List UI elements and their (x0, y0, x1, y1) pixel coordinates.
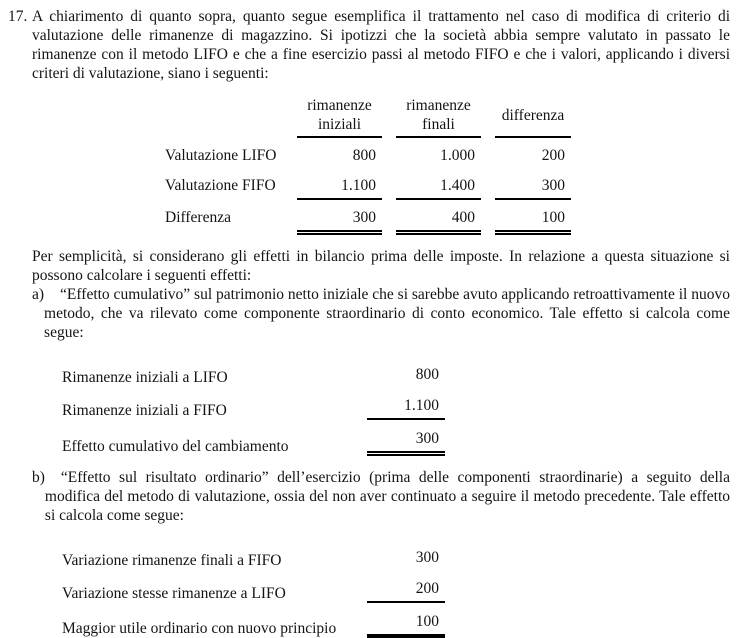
item-17 (8, 7, 730, 83)
table-cell: 800 (352, 147, 376, 164)
comparison-table-header-empty (165, 96, 283, 138)
table-cell: 300 (297, 200, 382, 235)
table-row (62, 356, 445, 387)
item-a (32, 285, 730, 342)
item-b (32, 468, 730, 525)
table-cell: 1.400 (396, 168, 481, 200)
table-row (62, 603, 445, 638)
item-17-text: A chiarimento di quanto sopra, quanto segue esemplifica il trattamento nel caso di modifica di criterio di valutazione delle rimanenze di magazzino. Si ipotizzi che la società abbia sempre valutato in passato le rimanenze con il metodo LIFO e che a fine esercizio passi al metodo FIFO e che i valori, applicando i diversi criteri di valutazione, siano i seguenti: (32, 8, 730, 82)
table-cell: 1.100 (367, 387, 445, 420)
table-cell: 100 (495, 200, 571, 235)
ordinary-result-table (62, 539, 445, 638)
table-row-label: Variazione stesse rimanenze a LIFO (62, 585, 286, 602)
item-b-text: “Effetto sul risultato ordinario” dell’esercizio (prima delle componenti straordinarie) a seguito della modifica del metodo di valutazione, ossia del non aver continuato a seguire il metodo precedente. Tale effetto si calcola come segue: (44, 469, 730, 524)
comparison-table-header-rimanenze-finali: rimanenze finali (396, 96, 481, 138)
table-row (62, 420, 445, 456)
table-cell: 100 (367, 603, 445, 638)
comparison-table-header-differenza: differenza (495, 96, 571, 138)
comparison-table-header-rimanenze-iniziali: rimanenze iniziali (297, 96, 382, 138)
item-b-marker: b) (32, 469, 45, 486)
cumulative-effect-table (62, 356, 445, 456)
table-cell: 1.000 (440, 147, 475, 164)
item-17-number: 17. (8, 8, 28, 25)
table-row-label: Rimanenze iniziali a FIFO (62, 402, 227, 419)
table-cell: 200 (367, 570, 445, 603)
table-cell: 300 (495, 168, 571, 200)
table-row-label: Rimanenze iniziali a LIFO (62, 369, 228, 386)
table-row-label: Valutazione LIFO (165, 147, 277, 164)
table-cell: 300 (415, 549, 439, 566)
table-row (62, 387, 445, 420)
table-row-label: Differenza (165, 209, 231, 226)
table-row (62, 539, 445, 570)
item-a-text: “Effetto cumulativo” sul patrimonio netto iniziale che si sarebbe avuto applicando retroattivamente il nuovo metodo, che va rilevato come componente straordinario di conto economico. Tale effetto si calcola come segue: (44, 286, 730, 341)
table-row-label: Variazione rimanenze finali a FIFO (62, 552, 282, 569)
table-cell: 300 (367, 420, 445, 456)
table-cell: 800 (415, 366, 439, 383)
table-row (62, 570, 445, 603)
table-row-label: Effetto cumulativo del cambiamento (62, 438, 289, 455)
item-a-marker: a) (32, 286, 45, 303)
table-row-label: Valutazione FIFO (165, 177, 276, 194)
table-row-label: Maggior utile ordinario con nuovo principio (62, 620, 337, 637)
table-cell: 400 (396, 200, 481, 235)
table-cell: 1.100 (297, 168, 382, 200)
effects-paragraph: Per semplicità, si considerano gli effetti in bilancio prima delle imposte. In relazione a questa situazione si possono calcolare i seguenti effetti: (32, 248, 730, 284)
table-cell: 200 (541, 147, 565, 164)
comparison-table (165, 96, 730, 235)
